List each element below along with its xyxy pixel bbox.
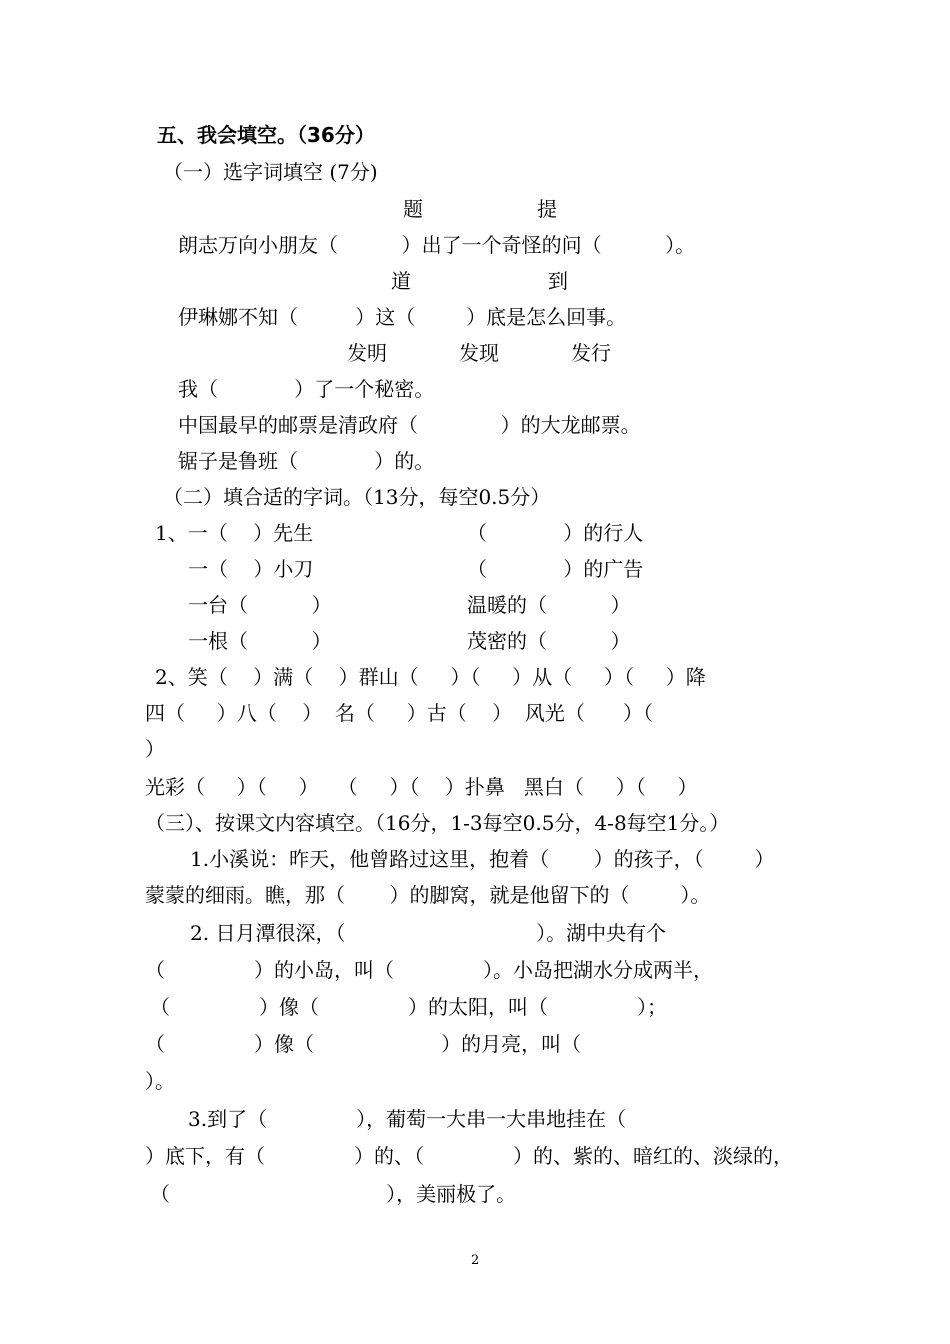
page-number: 2 — [471, 1253, 480, 1268]
fill-item: （ ）的行人 — [467, 521, 644, 545]
fill-line: ）。 — [145, 1069, 175, 1093]
fill-line: 中国最早的邮票是清政府（ ）的大龙邮票。 — [178, 413, 641, 437]
word-option: 道 — [391, 269, 411, 293]
fill-item: 温暖的（ ） — [467, 593, 631, 617]
fill-line: 锯子是鲁班（ ）的。 — [178, 449, 435, 473]
part3-heading: （三）、按课文内容填空。（16分，1-3每空0.5分，4-8每空1分。） — [145, 811, 730, 835]
fill-item: 一（ ）小刀 — [188, 557, 314, 581]
word-option: 题 — [403, 197, 423, 221]
fill-line: 1.小溪说：昨天，他曾路过这里，抱着（ ）的孩子，（ ） — [190, 847, 775, 871]
fill-line: ） — [145, 737, 165, 761]
fill-line: 四（ ）八（ ） 名（ ）古（ ） 风光（ ）（ — [145, 701, 654, 725]
word-option: 提 — [537, 197, 557, 221]
word-option: 到 — [548, 269, 568, 293]
fill-line: （ ）像（ ）的月亮，叫（ — [145, 1032, 582, 1056]
fill-line: （ ），美丽极了。 — [150, 1182, 517, 1206]
fill-line: （ ）的小岛，叫（ ）。小岛把湖水分成两半， — [145, 958, 714, 982]
fill-line: ）底下，有（ ）的、（ ）的、紫的、暗红的、淡绿的， — [145, 1144, 794, 1168]
section-title: 五、我会填空。（36分） — [157, 123, 375, 147]
fill-item: 一台（ ） — [188, 593, 332, 617]
fill-line: 蒙蒙的细雨。瞧，那（ ）的脚窝，就是他留下的（ ）。 — [145, 883, 711, 907]
part1-heading: （一）选字词填空 (7分) — [163, 160, 378, 184]
part2-heading: （二）填合适的字词。（13分，每空0.5分） — [163, 485, 551, 509]
word-option: 发行 — [571, 341, 611, 365]
fill-line: （ ）像（ ）的太阳，叫（ ）； — [150, 995, 668, 1019]
word-option: 发明 — [347, 341, 387, 365]
fill-item: （ ）的广告 — [467, 557, 644, 581]
fill-item: 茂密的（ ） — [467, 629, 631, 653]
fill-line: 伊琳娜不知（ ）这（ ）底是怎么回事。 — [178, 305, 627, 329]
fill-line: 3.到了（ ），葡萄一大串一大串地挂在（ — [188, 1107, 627, 1131]
fill-item: 一根（ ） — [188, 629, 332, 653]
fill-line: 朗志万向小朋友（ ）出了一个奇怪的问（ ）。 — [178, 233, 696, 257]
word-option: 发现 — [459, 341, 499, 365]
fill-line: 2、笑（ ）满（ ）群山（ ）（ ）从（ ）（ ）降 — [155, 665, 706, 689]
fill-line: 光彩（ ）（ ） （ ）（ ）扑鼻 黑白（ ）（ ） — [145, 775, 698, 799]
fill-line: 我（ ）了一个秘密。 — [178, 377, 435, 401]
fill-item: 1、一（ ）先生 — [155, 521, 314, 545]
fill-line: 2. 日月潭很深，（ ）。湖中央有个 — [190, 921, 667, 945]
